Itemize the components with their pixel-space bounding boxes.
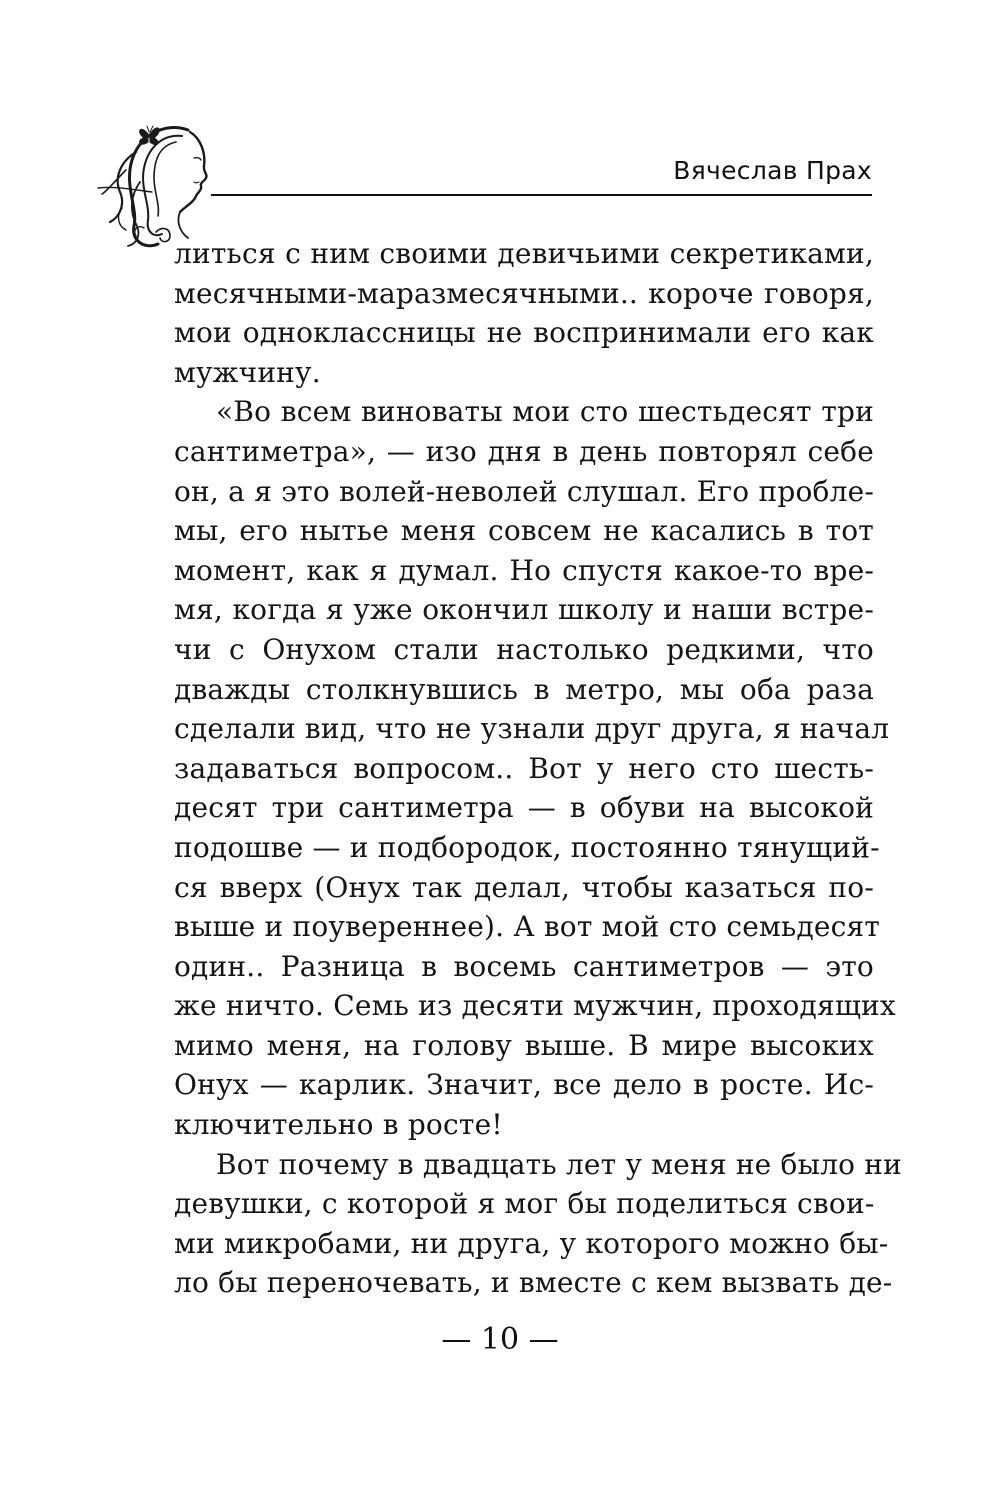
text-line: десят три сантиметра — в обуви на высокой <box>174 791 874 825</box>
text-line: литься с ним своими девичьими секретиками, <box>174 237 874 270</box>
text-line: сделали вид, что не узнали друг друга, я начал <box>174 712 890 746</box>
text-line: чи с Онухом стали настолько редкими, что <box>174 632 874 666</box>
text-line: мои одноклассницы не воспринимали его как <box>174 316 874 350</box>
text-line: «Во всем виноваты мои сто шестьдесят три <box>216 395 874 429</box>
text-line: задаваться вопросом.. Вот у него сто шесть- <box>174 751 874 785</box>
page-body <box>174 234 902 1303</box>
woman-silhouette-butterfly-icon <box>96 112 226 252</box>
text-line: ми микробами, ни друга, у которого можно бы- <box>174 1226 889 1260</box>
text-line: момент, как я думал. Но спустя какое-то вре- <box>174 553 874 587</box>
text-line: мимо меня, на голову выше. В мире высоких <box>174 1028 874 1062</box>
text-line: мужчину. <box>174 355 321 389</box>
paragraph <box>174 1145 902 1303</box>
text-line: мы, его нытье меня совсем не касались в тот <box>174 514 874 548</box>
text-line: девушки, с которой я мог бы поделиться свои- <box>174 1187 875 1221</box>
text-line: дважды столкнувшись в метро, мы оба раза <box>174 672 874 706</box>
page-number: — 10 — <box>441 1322 559 1357</box>
paragraph <box>174 234 874 392</box>
text-line: он, а я это волей-неволей слушал. Его пробле- <box>174 474 874 508</box>
running-header <box>96 112 886 252</box>
text-line: мя, когда я уже окончил школу и наши встре- <box>174 593 874 627</box>
text-line: сантиметра», — изо дня в день повторял себе <box>174 434 874 468</box>
text-line: Онух — карлик. Значит, все дело в росте. Ис- <box>174 1068 874 1102</box>
header-divider <box>211 194 872 196</box>
text-line: ло бы переночевать, и вместе с кем вызвать де- <box>174 1266 893 1300</box>
text-line: же ничто. Семь из десяти мужчин, проходящих <box>174 989 896 1023</box>
text-line: ключительно в росте! <box>174 1108 503 1142</box>
text-line: Вот почему в двадцать лет у меня не было ни <box>216 1147 902 1181</box>
text-line: выше и поувереннее). А вот мой сто семьдесят <box>174 910 881 944</box>
text-line: месячными-маразмесячными.. короче говоря, <box>174 276 874 310</box>
book-author: Вячеслав Прах <box>673 156 872 185</box>
text-line: ся вверх (Онух так делал, чтобы казаться по- <box>174 870 874 904</box>
text-line: один.. Разница в восемь сантиметров — это <box>174 949 874 983</box>
text-line: подошве — и подбородок, постоянно тянущий- <box>174 830 880 864</box>
paragraph <box>174 392 896 1144</box>
